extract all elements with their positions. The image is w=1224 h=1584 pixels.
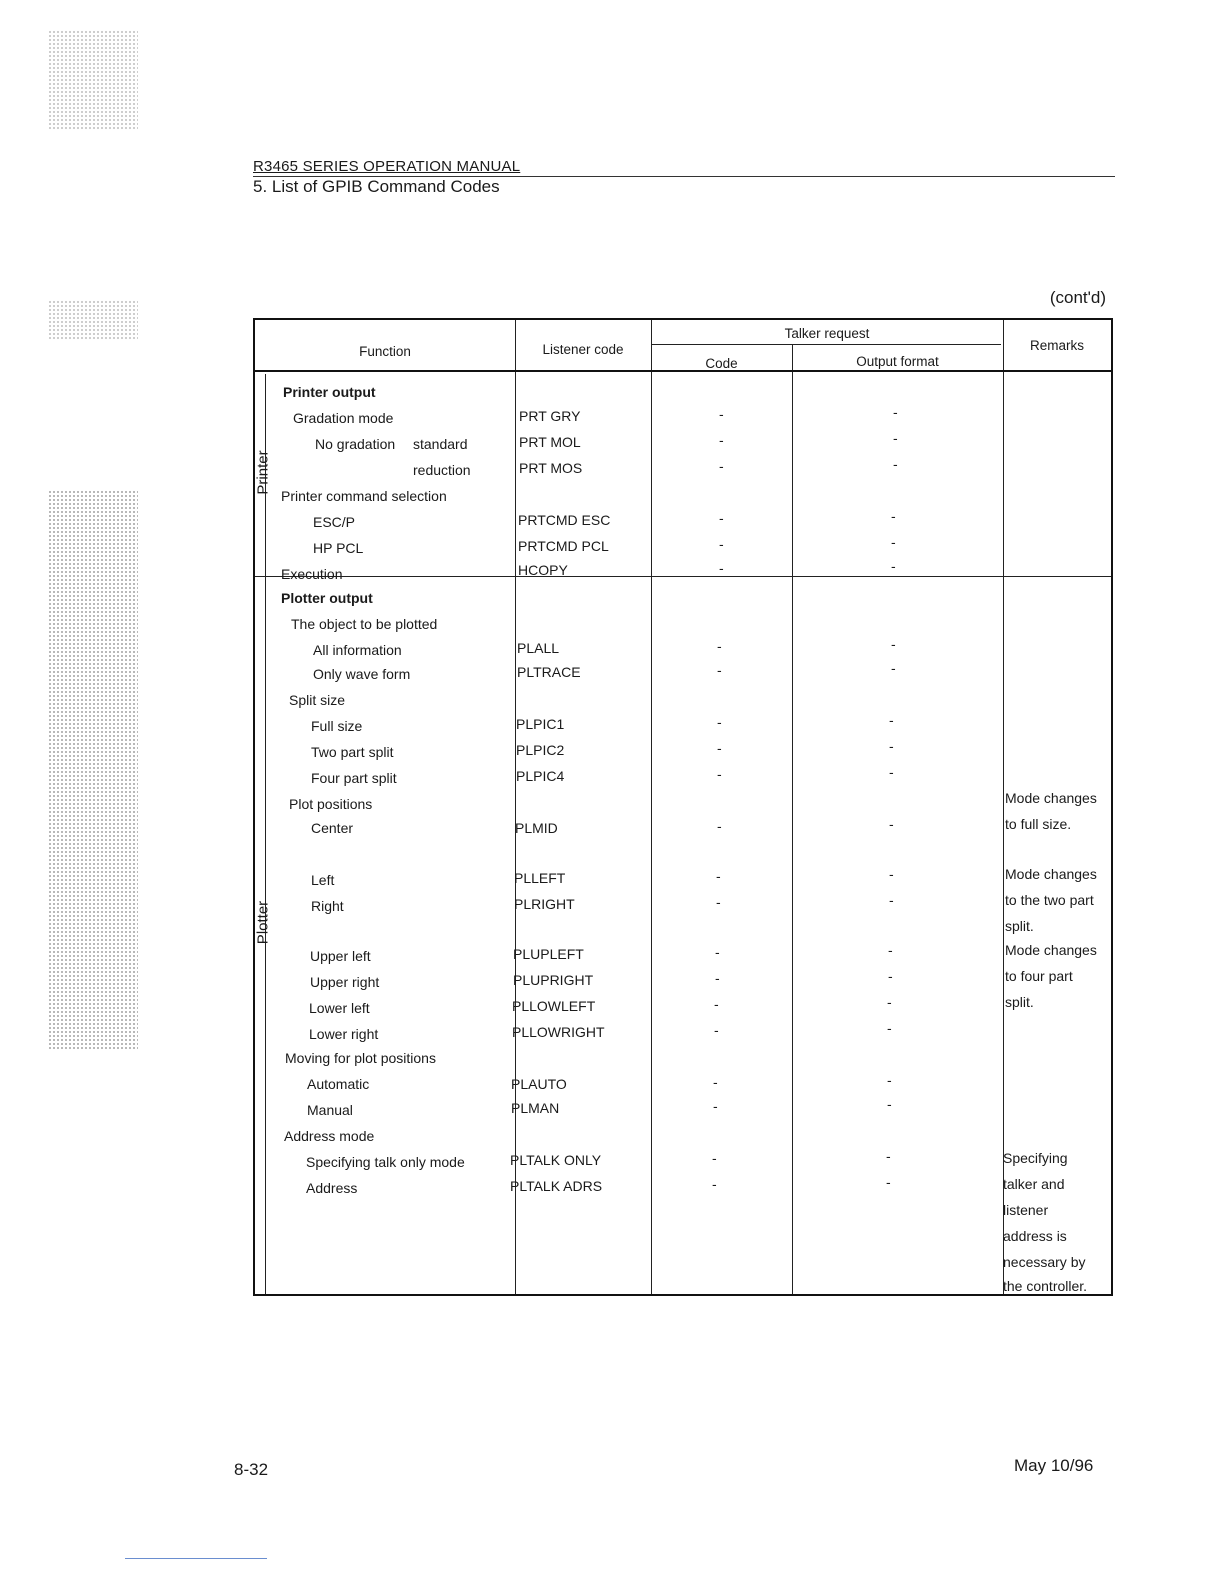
group-label-plotter: Plotter — [254, 900, 272, 945]
row-function: Center — [311, 820, 354, 836]
remark-line: Mode changes — [1005, 790, 1097, 806]
row-listener: PLLOWRIGHT — [512, 1024, 605, 1040]
row-function: Address mode — [284, 1128, 375, 1144]
row-listener: PLPIC4 — [516, 768, 565, 784]
row-output: - — [893, 404, 898, 420]
remark-line: to the two part — [1005, 892, 1094, 908]
row-function: All information — [313, 642, 402, 658]
page-number: 8-32 — [234, 1460, 269, 1479]
row-output: - — [889, 712, 894, 728]
row-output: - — [889, 738, 894, 754]
row-output: - — [888, 968, 893, 984]
row-code: - — [715, 970, 720, 986]
group-label-printer: Printer — [254, 450, 272, 495]
remark-line: the controller. — [1003, 1278, 1088, 1294]
continued-label: (cont'd) — [1049, 288, 1106, 307]
row-code: - — [719, 560, 724, 576]
remark-line: split. — [1005, 918, 1034, 934]
remark-line: Specifying — [1003, 1150, 1068, 1166]
row-function: Manual — [307, 1102, 353, 1118]
row-output: - — [887, 994, 892, 1010]
row-code: - — [719, 406, 724, 422]
row-listener: PLTALK ADRS — [510, 1178, 603, 1194]
row-output: - — [893, 456, 898, 472]
row-code: - — [717, 662, 722, 678]
row-function: Plotter output — [281, 590, 373, 606]
page-header — [253, 158, 1115, 197]
row-function: ESC/P — [313, 514, 356, 530]
row-function: Left — [311, 872, 335, 888]
row-listener: PLUPRIGHT — [513, 972, 594, 988]
row-function: Four part split — [311, 770, 397, 786]
row-listener: PLPIC1 — [516, 716, 565, 732]
row-code: - — [717, 740, 722, 756]
header-rule — [253, 176, 1115, 177]
col-divider — [265, 374, 266, 1294]
remark-line: to full size. — [1005, 816, 1072, 832]
row-output: - — [893, 430, 898, 446]
row-code: - — [717, 766, 722, 782]
remark-line: talker and — [1003, 1176, 1065, 1192]
row-function: Split size — [289, 692, 346, 708]
manual-title: R3465 SERIES OPERATION MANUAL — [253, 158, 521, 175]
bottom-rule — [125, 1558, 267, 1559]
row-code: - — [716, 868, 721, 884]
row-listener: PLAUTO — [511, 1076, 567, 1092]
scan-noise — [48, 490, 138, 1050]
row-function: Gradation mode — [293, 410, 394, 426]
remark-line: address is — [1003, 1228, 1067, 1244]
remark-line: Mode changes — [1005, 866, 1097, 882]
row-listener: PLALL — [517, 640, 560, 656]
row-listener: PLLEFT — [514, 870, 566, 886]
row-function: Address — [306, 1180, 358, 1196]
scan-noise — [48, 30, 138, 130]
row-output: - — [889, 816, 894, 832]
row-function: Two part split — [311, 744, 394, 760]
header-output: Output format — [856, 354, 939, 369]
row-code: - — [714, 1022, 719, 1038]
talker-subheader-line — [651, 344, 1001, 345]
row-code: - — [714, 996, 719, 1012]
row-function: Upper left — [310, 948, 371, 964]
row-function: No gradation — [315, 436, 396, 452]
row-output: - — [886, 1174, 891, 1190]
header-remarks: Remarks — [1029, 338, 1084, 353]
row-function: Execution — [281, 566, 343, 582]
row-listener: PLUPLEFT — [513, 946, 584, 962]
row-listener: PLPIC2 — [516, 742, 565, 758]
row-function: Specifying talk only mode — [306, 1154, 465, 1170]
row-function: Full size — [311, 718, 363, 734]
row-listener: PLLOWLEFT — [512, 998, 596, 1014]
scan-noise — [48, 300, 138, 340]
row-listener: PRTCMD PCL — [518, 538, 609, 554]
row-listener: PRT MOS — [519, 460, 583, 476]
row-function: Right — [311, 898, 344, 914]
row-output: - — [891, 660, 896, 676]
row-subfunction: reduction — [413, 462, 471, 478]
remark-line: to four part — [1005, 968, 1073, 984]
row-code: - — [719, 536, 724, 552]
row-code: - — [716, 894, 721, 910]
row-output: - — [889, 892, 894, 908]
row-function: Moving for plot positions — [285, 1050, 436, 1066]
row-code: - — [719, 458, 724, 474]
group-divider — [255, 576, 1111, 577]
row-code: - — [719, 432, 724, 448]
row-function: The object to be plotted — [291, 616, 438, 632]
header-function: Function — [359, 344, 411, 359]
row-code: - — [717, 714, 722, 730]
remark-line: listener — [1003, 1202, 1049, 1218]
row-function: HP PCL — [313, 540, 364, 556]
row-output: - — [886, 1148, 891, 1164]
row-function: Printer command selection — [281, 488, 447, 504]
row-code: - — [712, 1150, 717, 1166]
row-listener: PRTCMD ESC — [518, 512, 611, 528]
row-listener: PLTALK ONLY — [510, 1152, 602, 1168]
row-code: - — [719, 510, 724, 526]
row-listener: HCOPY — [518, 562, 568, 578]
row-output: - — [888, 942, 893, 958]
header-code: Code — [705, 356, 738, 371]
section-title: 5. List of GPIB Command Codes — [253, 177, 500, 196]
row-code: - — [717, 638, 722, 654]
row-function: Only wave form — [313, 666, 411, 682]
col-divider — [1003, 320, 1004, 1294]
row-code: - — [713, 1098, 718, 1114]
row-output: - — [889, 764, 894, 780]
col-divider — [515, 320, 516, 1294]
row-output: - — [889, 866, 894, 882]
remark-line: necessary by — [1003, 1254, 1086, 1270]
row-subfunction: standard — [413, 436, 468, 452]
row-output: - — [887, 1072, 892, 1088]
header-talker: Talker request — [784, 326, 870, 341]
footer-date: May 10/96 — [1014, 1456, 1094, 1475]
row-function: Printer output — [283, 384, 376, 400]
row-output: - — [891, 558, 896, 574]
row-listener: PLMID — [515, 820, 558, 836]
row-listener: PLRIGHT — [514, 896, 575, 912]
remark-line: Mode changes — [1005, 942, 1097, 958]
row-function: Lower left — [309, 1000, 370, 1016]
row-output: - — [891, 636, 896, 652]
row-listener: PLTRACE — [517, 664, 581, 680]
row-function: Automatic — [307, 1076, 370, 1092]
row-listener: PRT GRY — [519, 408, 581, 424]
row-output: - — [887, 1096, 892, 1112]
row-code: - — [715, 944, 720, 960]
remark-line: split. — [1005, 994, 1034, 1010]
row-output: - — [891, 508, 896, 524]
col-divider — [792, 344, 793, 1294]
command-table — [253, 318, 1113, 1296]
row-output: - — [887, 1020, 892, 1036]
row-code: - — [712, 1176, 717, 1192]
header-listener: Listener code — [542, 342, 624, 357]
row-function: Plot positions — [289, 796, 373, 812]
col-divider — [651, 320, 652, 1294]
row-listener: PLMAN — [511, 1100, 560, 1116]
row-function: Upper right — [310, 974, 380, 990]
row-output: - — [891, 534, 896, 550]
row-code: - — [713, 1074, 718, 1090]
row-function: Lower right — [309, 1026, 379, 1042]
row-listener: PRT MOL — [519, 434, 581, 450]
row-code: - — [717, 818, 722, 834]
